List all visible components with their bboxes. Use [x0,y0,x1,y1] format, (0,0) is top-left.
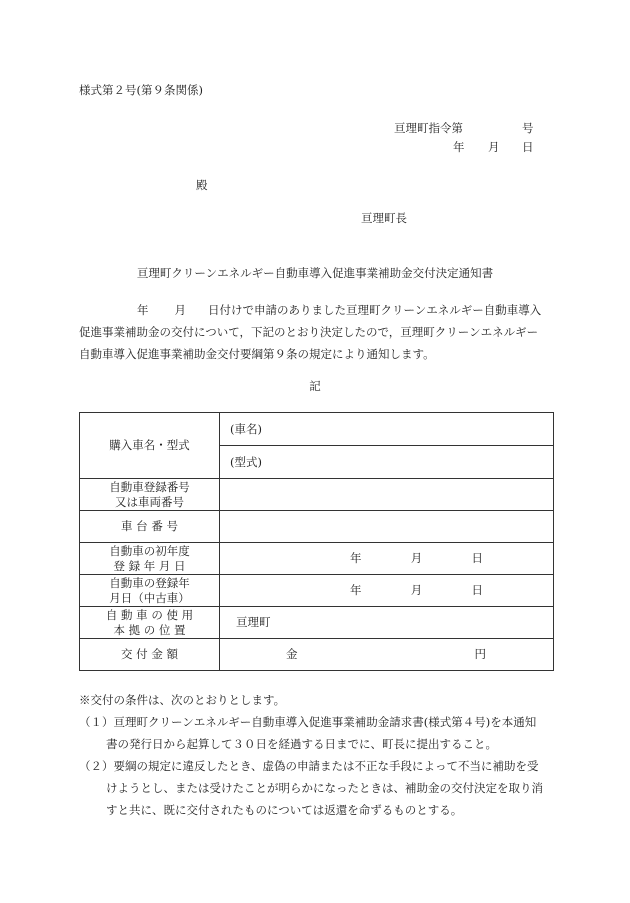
car-name-field: (車名) [220,413,554,446]
amount-field [220,639,554,671]
note-item-2-line-2: けようとし、または受けたことが明らかになったときは、補助金の交付決定を取り消 [106,781,543,795]
conditions-notes [79,689,543,821]
year-label: 年 [350,583,362,597]
note-item-1-line-1: （１）亘理町クリーンエネルギー自動車導入促進事業補助金請求書(様式第４号)を本通知 [79,715,537,729]
header-date-year: 年 [453,140,465,154]
table-row [80,413,554,446]
doc-number-suffix: 号 [522,121,534,135]
first-registration-field [220,543,554,575]
table-row [80,543,554,575]
amount-label: 交 付 金 額 [80,639,220,671]
location-label-line-2: 本 拠 の 位 置 [113,622,186,637]
chassis-field [220,511,554,543]
first-registration-label [80,543,220,575]
table-row [80,511,554,543]
header-date-day: 日 [522,140,534,154]
note-item-1-line-2: 書の発行日から起算して３０日を経過する日までに、町長に提出すること。 [106,737,497,751]
table-row [80,639,554,671]
issuer: 亘理町長 [361,211,407,225]
day-label: 日 [471,551,483,565]
table-row [80,607,554,639]
used-registration-field [220,575,554,607]
body-paragraph [79,299,541,365]
body-line-3: 自動車導入促進事業補助金交付要綱第９条の規定により通知します。 [79,347,435,361]
used-registration-label [80,575,220,607]
registration-label [80,479,220,511]
first-registration-label-line-2: 登 録 年 月 日 [113,558,186,573]
amount-prefix: 金 [286,647,298,661]
subsidy-table [79,412,554,671]
location-label-line-1: 自 動 車 の 使 用 [105,607,194,622]
registration-field [220,479,554,511]
month-label: 月 [410,583,423,597]
location-label [80,607,220,639]
table-row [80,479,554,511]
used-registration-label-line-2: 月日（中古車） [109,590,190,605]
used-registration-label-line-1: 自動車の登録年 [109,575,190,590]
registration-label-line-2: 又は車両番号 [115,494,184,509]
location-value: 亘理町 [236,615,271,629]
recipient-suffix: 殿 [196,178,208,192]
note-item-2-line-3: すと共に、既に交付されたものについては返還を命ずるものとする。 [106,803,463,817]
body-line-1-text: 日付けで申請のありました亘理町クリーンエネルギー自動車導入 [208,303,542,317]
table-row [80,575,554,607]
day-label: 日 [471,583,483,597]
chassis-label: 車 台 番 号 [80,511,220,543]
form-number: 様式第２号(第９条関係) [79,83,203,97]
body-date-month: 月 [174,303,186,317]
year-label: 年 [350,551,362,565]
first-registration-label-line-1: 自動車の初年度 [109,543,190,558]
amount-suffix: 円 [474,647,486,661]
notes-intro: ※交付の条件は、次のとおりとします。 [79,693,286,707]
body-line-1 [79,299,541,321]
registration-label-line-1: 自動車登録番号 [109,479,190,494]
ki-heading: 記 [309,379,321,393]
document-title: 亘理町クリーンエネルギー自動車導入促進事業補助金交付決定通知書 [136,266,494,280]
doc-number-prefix: 亘理町指令第 [394,121,463,135]
note-item-2-line-1: （２）要綱の規定に違反したとき、虚偽の申請または不正な手段によって不当に補助を受 [79,759,539,773]
car-name-model-label: 購入車名・型式 [80,413,220,479]
body-line-2: 促進事業補助金の交付について，下記のとおり決定したので，亘理町クリーンエネルギー [79,325,539,339]
location-field [220,607,554,639]
body-date-year: 年 [137,303,149,317]
header-date-month: 月 [488,140,500,154]
month-label: 月 [410,551,423,565]
car-model-field: (型式) [220,446,554,479]
